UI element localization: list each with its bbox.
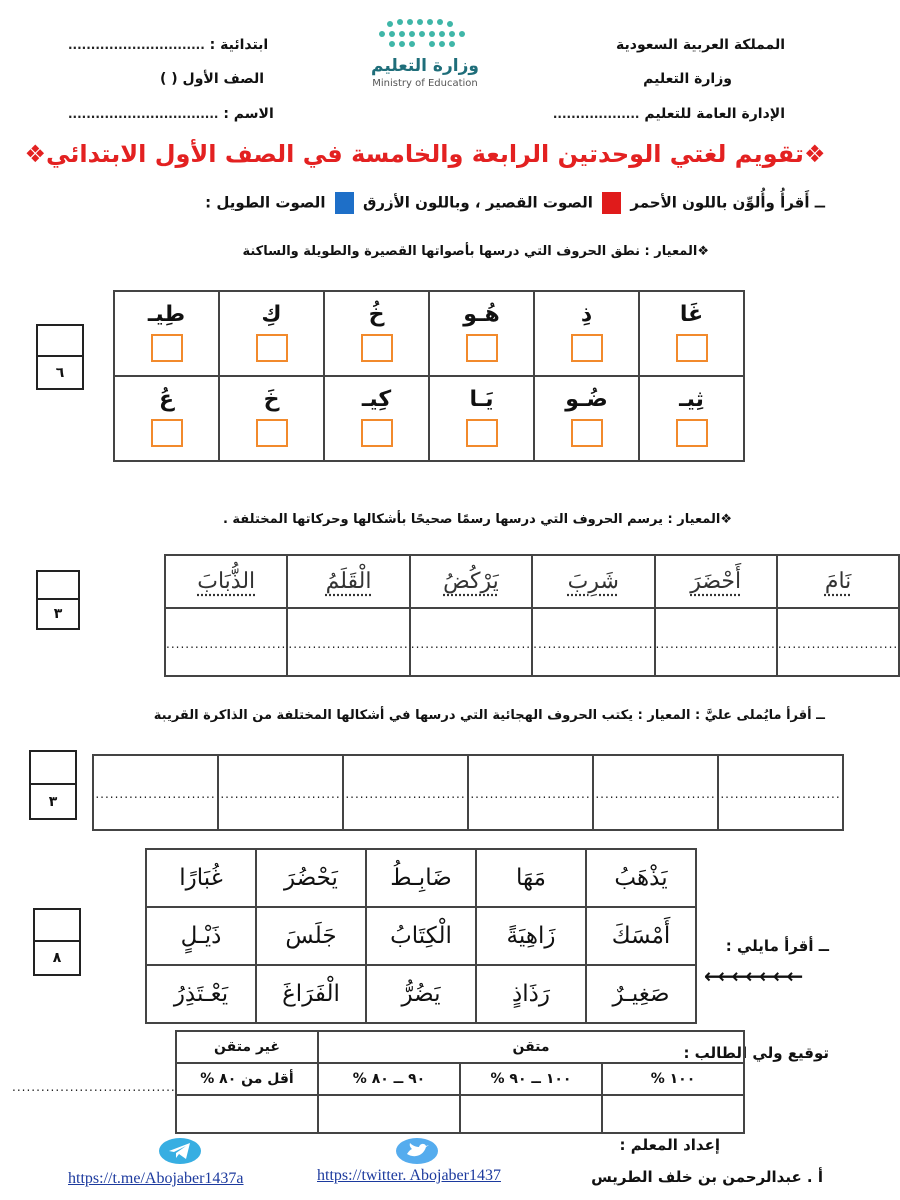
mark-cell[interactable] [176,1095,318,1133]
writing-cell[interactable]: ......................... [410,608,532,676]
word-cell: الْقَلَمُ [287,555,409,608]
criterion-2: ❖المعيار : يرسم الحروف التي درسها رسمًا صحيحًا بأشكالها وحركاتها المختلفة . [222,512,732,527]
letter-cell: طِيـ [114,291,219,376]
score-box-2: ٣ [36,570,80,630]
letter-cell: ثِيـ [639,376,744,461]
color-box[interactable] [151,334,183,362]
letter-cell: خُ [324,291,429,376]
reading-word: صَغِيـرٌ [586,965,696,1023]
color-box[interactable] [571,334,603,362]
twitter-link[interactable]: https://twitter. Abojaber1437 [317,1167,501,1184]
dictation-cell[interactable]: ......................... [593,755,718,830]
letter-cell: عُ [114,376,219,461]
writing-cell[interactable]: ......................... [777,608,899,676]
admin-label: الإدارة العامة للتعليم ................... [552,106,785,122]
color-box[interactable] [466,419,498,447]
criterion-3: ــ أقرأ مايُملى عليَّ : المعيار : يكتب الحروف الهجائية التي درسها في أشكالها المختلفة من الذاكرة القريبة [153,708,825,723]
letter-cell: هُـو [429,291,534,376]
telegram-icon [158,1137,202,1169]
color-box[interactable] [676,334,708,362]
level-cell: ١٠٠ % [602,1063,744,1095]
kingdom-label: المملكة العربية السعودية [616,37,785,53]
parent-signature-label: توقيع ولي الطالب : [683,1044,829,1062]
level-cell: أقل من ٨٠ % [176,1063,318,1095]
score-box-4: ٨ [33,908,81,976]
letter-cell: يَـا [429,376,534,461]
arrows-icon: ←←←←←←← [704,964,801,988]
mark-cell[interactable] [602,1095,744,1133]
letter-cell: ضُـو [534,376,639,461]
teacher-name: أ . عبدالرحمن بن خلف الطريس [591,1168,823,1186]
reading-word: يَعْـتَذِرُ [146,965,256,1023]
word-cell: شَرِبَ [532,555,654,608]
criterion-1: ❖المعيار : نطق الحروف التي درسها بأصواتها القصيرة والطويلة والساكنة [242,244,709,259]
writing-cell[interactable]: ......................... [165,608,287,676]
word-cell: أَحْضَرَ [655,555,777,608]
letter-cell: كِ [219,291,324,376]
signature-dots[interactable]: .................................. [12,1080,176,1094]
color-box[interactable] [571,419,603,447]
reading-word: ذَيْـلٍ [146,907,256,965]
mark-cell[interactable] [318,1095,460,1133]
reading-word: الْفَرَاغَ [256,965,366,1023]
word-cell: نَامَ [777,555,899,608]
red-swatch [602,192,621,214]
letters-table [113,290,745,462]
color-box[interactable] [361,334,393,362]
mark-cell[interactable] [460,1095,602,1133]
level-cell: ١٠٠ ــ ٩٠ % [460,1063,602,1095]
letter-cell: ذِ [534,291,639,376]
mastered-header: متقن [318,1031,744,1063]
school-dots: .............................. [68,38,205,52]
grade-label: الصف الأول ( ) [160,71,265,87]
reading-word: يَذْهَبُ [586,849,696,907]
ministry-label: وزارة التعليم [643,71,732,87]
reading-word: يَحْضُرَ [256,849,366,907]
writing-table [164,554,900,677]
logo-arabic-text: وزارة التعليم [371,56,479,76]
dictation-cell[interactable]: ......................... [93,755,218,830]
dictation-cell[interactable]: ......................... [718,755,843,830]
dictation-cell[interactable]: ......................... [343,755,468,830]
score-box-3: ٣ [29,750,77,820]
color-box[interactable] [151,419,183,447]
reading-word: الْكِتَابُ [366,907,476,965]
dictation-cell[interactable]: ......................... [468,755,593,830]
letter-cell: خَ [219,376,324,461]
writing-cell[interactable]: ......................... [655,608,777,676]
read-following-label: ــ أقرأ مايلي : [725,937,829,955]
writing-cell[interactable]: ......................... [287,608,409,676]
school-field: ابتدائية : .............................. [68,37,269,53]
color-box[interactable] [361,419,393,447]
dictation-table [92,754,844,831]
reading-word: زَاهِيَةً [476,907,586,965]
letter-cell: غَا [639,291,744,376]
logo-english-text: Ministry of Education [372,78,478,89]
level-cell: ٩٠ ــ ٨٠ % [318,1063,460,1095]
writing-cell[interactable]: ......................... [532,608,654,676]
reading-word: رَذَاذٍ [476,965,586,1023]
color-box[interactable] [676,419,708,447]
name-field: الاسم : ................................. [68,106,274,122]
reading-word: جَلَسَ [256,907,366,965]
not-mastered-header: غير متقن [176,1031,318,1063]
reading-word: مَهَا [476,849,586,907]
name-dots: ................................. [68,107,219,121]
color-instruction: ــ أَقرأُ وأُلوِّن باللون الأحمر الصوت القصير ، وباللون الأزرق الصوت الطويل : [205,192,825,214]
word-cell: الذُّبَابَ [165,555,287,608]
reading-word: أَمْسَكَ [586,907,696,965]
reading-word: ضَابِـطُ [366,849,476,907]
word-cell: يَرْكُضُ [410,555,532,608]
page-title: ❖تقويم لغتي الوحدتين الرابعة والخامسة في الصف الأول الابتدائي❖ [24,140,826,168]
telegram-link[interactable]: https://t.me/Abojaber1437a [68,1170,244,1187]
twitter-icon [395,1137,439,1169]
evaluation-table [175,1030,745,1134]
color-box[interactable] [256,334,288,362]
reading-table [145,848,697,1024]
reading-word: غُبَارًا [146,849,256,907]
blue-swatch [335,192,354,214]
reading-word: يَضُرُّ [366,965,476,1023]
color-box[interactable] [256,419,288,447]
letter-cell: كِيـ [324,376,429,461]
score-box-1: ٦ [36,324,84,390]
dictation-cell[interactable]: ......................... [218,755,343,830]
color-box[interactable] [466,334,498,362]
prepared-by-label: إعداد المعلم : [619,1136,720,1154]
